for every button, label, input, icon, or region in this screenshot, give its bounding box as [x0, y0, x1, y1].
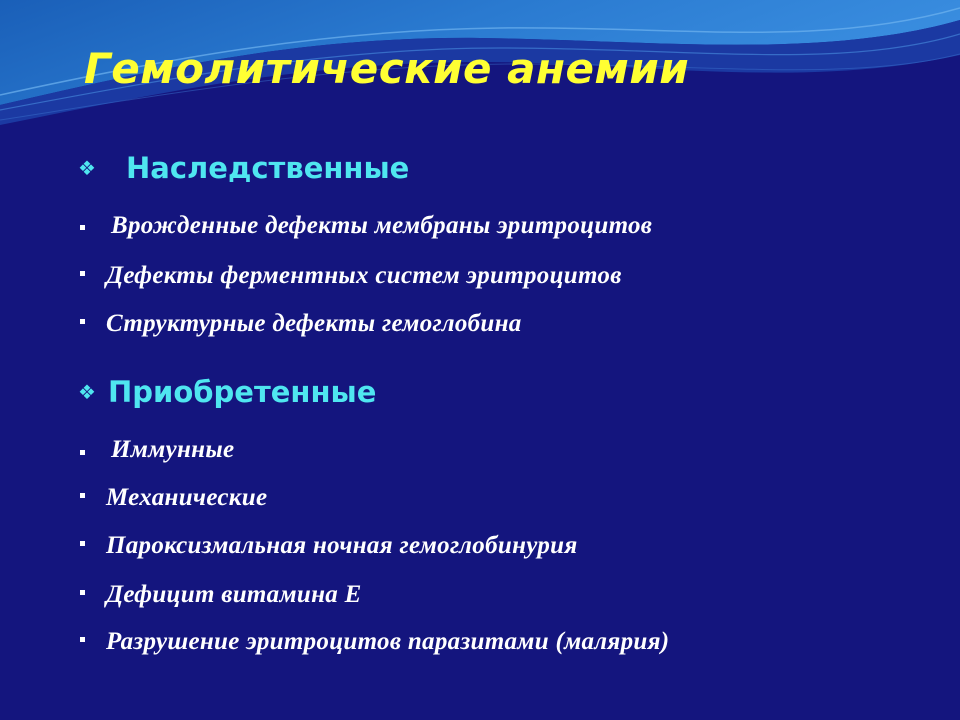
section-heading-hereditary: Наследственные [126, 151, 410, 185]
list-item: Иммунные [111, 436, 235, 463]
square-bullet-icon [80, 271, 85, 276]
slide-title: Гемолитические анемии [84, 44, 690, 93]
square-bullet-icon [80, 225, 85, 230]
square-bullet-icon [80, 541, 85, 546]
square-bullet-icon [80, 319, 85, 324]
diamond-bullet-icon: ❖ [78, 156, 96, 180]
list-item: Врожденные дефекты мембраны эритроцитов [111, 212, 653, 239]
square-bullet-icon [80, 493, 85, 498]
list-item: Дефицит витамина Е [106, 581, 362, 608]
list-item: Структурные дефекты гемоглобина [106, 310, 522, 337]
diamond-bullet-icon: ❖ [78, 380, 96, 404]
list-item: Разрушение эритроцитов паразитами (малярия) [106, 628, 670, 655]
list-item: Дефекты ферментных систем эритроцитов [106, 262, 622, 289]
section-heading-acquired: Приобретенные [108, 375, 377, 409]
list-item: Механические [106, 484, 268, 511]
list-item: Пароксизмальная ночная гемоглобинурия [106, 532, 578, 559]
square-bullet-icon [80, 637, 85, 642]
square-bullet-icon [80, 450, 85, 455]
square-bullet-icon [80, 590, 85, 595]
